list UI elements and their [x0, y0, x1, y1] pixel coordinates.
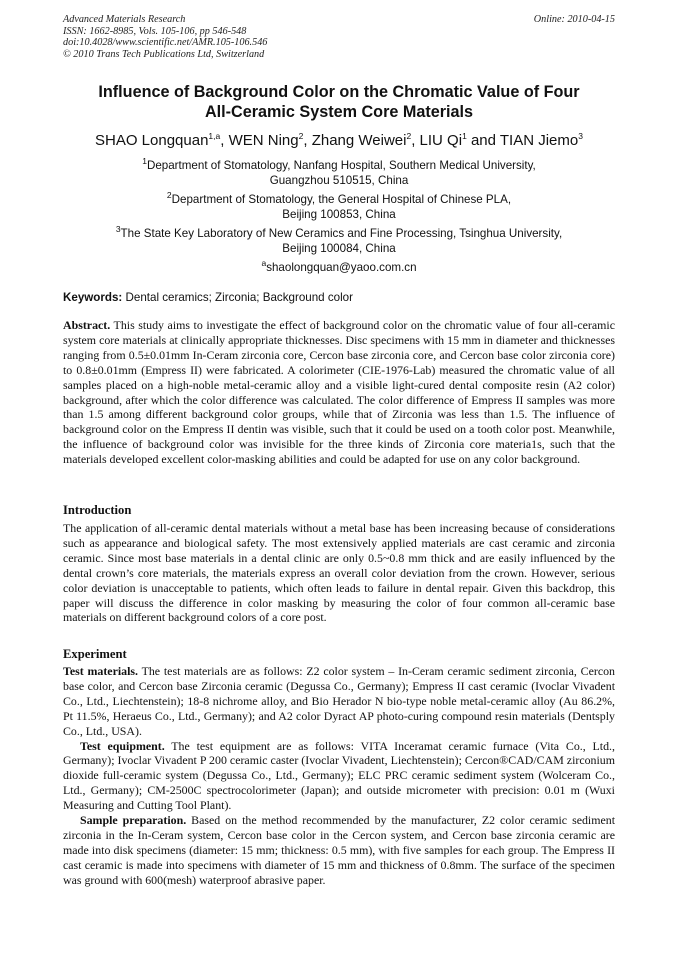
experiment-paragraph — [63, 739, 615, 814]
affiliation-2 — [63, 192, 615, 222]
affil-mark: 3 — [115, 224, 121, 235]
journal-name: Advanced Materials Research — [63, 14, 186, 25]
issn-line: ISSN: 1662-8985, Vols. 105-106, pp 546-548 — [63, 25, 247, 37]
section-heading-experiment: Experiment — [63, 647, 127, 661]
keywords-text: Dental ceramics; Zirconia; Background color — [122, 291, 353, 304]
section-heading-introduction: Introduction — [63, 503, 132, 517]
running-header — [63, 14, 615, 60]
email-mark: a — [261, 258, 267, 269]
author-name: WEN Ning — [228, 132, 299, 149]
introduction-text: The application of all-ceramic dental materials without a metal base has been increasing because of considerations such as appearance and biological safety. The most extensively applied materials are cast ceramic and zirconia ceramic. Since most base materials in a dental clinic are only 0.5~0.8 mm thick and are easily influenced by the dental crown’s core materials, the materials express an overall color deviation from the crown. However, serious color deviation is unacceptable to patients, which often leads to failure in dental repair. Given this backdrop, this paper will discuss the difference in color masking by measuring the color of four common all-ceramic base materials on different background colors of a core post. — [63, 521, 615, 625]
affil-line: Department of Stomatology, the General Hospital of Chinese PLA, — [171, 193, 512, 206]
author-affil-mark: 1 — [462, 131, 467, 141]
affil-line: The State Key Laboratory of New Ceramics and Fine Processing, Tsinghua University, — [120, 227, 563, 240]
keywords-label: Keywords: — [63, 291, 123, 304]
author-name: LIU Qi — [419, 132, 463, 149]
affiliation-3 — [63, 226, 615, 256]
affil-mark: 1 — [142, 156, 147, 167]
author-affil-mark: 1,a — [208, 131, 221, 141]
abstract-text: This study aims to investigate the effect of background color on the chromatic value of four all-ceramic system core materials at clinically appropriate thicknesses. Disc specimens with 15 mm in diameter and thicknesses ranging from 0.5±0.01mm In-Ceram zirconia core, Cercon base zirconia core, and Cercon base color zirconia core) to 0.8±0.01mm (Empress II) were fabricated. A colorimeter (CIE-1976-Lab) measured the chromatic value of all samples placed on a high-noble metal-ceramic alloy and a visible light-cured dental composite resin (A2 color) background, after which the color difference was calculated. The color difference of Empress II samples was more than 1.5 among different background color groups, while that of Zirconia was less than 1.5. The influence of background color on the Empress II dentin was visible, such that it could be used on a tooth color post. Meanwhile, the influence of background color was invisible for the three kinds of Zirconia core materia1s, such that the materials developed excellent color-masking abilities and could be adapted for use on any color background. — [63, 318, 615, 467]
experiment-body — [63, 664, 615, 888]
author-separator: , — [411, 132, 420, 149]
paragraph-text: Based on the method recommended by the manufacturer, Z2 color ceramic sediment zirconia in the In-Ceram system, Cercon base color in the Cercon system, and Cercon base zirconia ceramic are made into disk specimens (diameter: 15 mm; thickness: 0.5 mm), with five samples for each group. The Empress II cast ceramic is made into specimens with diameter of 15 mm and thickness of 0.8mm. The surface of the specimen was ground with 600(mesh) waterproof abrasive paper. — [63, 813, 615, 887]
author-affil-mark: 2 — [406, 131, 412, 141]
paragraph-text: The test equipment are as follows: VITA Inceramat ceramic furnace (Vita Co., Ltd., Germany); Ivoclar Vivadent P 200 ceramic caster (Ivoclar Vivadent, Liechtenstein); Cercon®CAD/CAM zirconium dioxide full-ceramic system (Degussa Co., Ltd., Germany); ELC PRC ceramic sediment system (Wolceram Co., Ltd., Germany); CM-2500C spectrocolorimeter (Japan); and outside micrometer with precision: 0.01 m (Wuxi Measuring and Cutting Tool Plant). — [63, 738, 615, 813]
online-date: Online: 2010-04-15 — [533, 14, 615, 25]
author-affil-mark: 3 — [578, 131, 583, 141]
author-separator: and — [466, 132, 500, 149]
paragraph-text: The test materials are as follows: Z2 color system – In-Ceram ceramic sediment zirconia, Cercon base color, and Cercon base Zirconia ceramic (Degussa Co., Germany); Empress II cast ceramic (Ivoclar Vivadent Co., Ltd., Liechtenstein); 18-8 nichrome alloy, and Bio Herador N bio-type noble metal-ceramic alloy (Au 86.2%, Pt 11.5%, Heraeus Co., Ltd., Germany); and A2 color Dyract AP photo-curing compound resin materials (Dentsply Co., Ltd., USA). — [63, 664, 615, 738]
abstract — [63, 318, 615, 467]
experiment-paragraph — [63, 813, 615, 888]
corresponding-email — [63, 260, 615, 275]
author-affil-mark: 2 — [298, 131, 304, 141]
author-name: SHAO Longquan — [95, 132, 209, 149]
paragraph-label: Sample preparation. — [80, 813, 187, 828]
affil-line: Beijing 100084, China — [282, 242, 396, 255]
affil-mark: 2 — [166, 190, 172, 201]
affil-line: Beijing 100853, China — [282, 208, 396, 221]
affil-line: Guangzhou 510515, China — [269, 174, 409, 187]
author-list — [63, 132, 615, 150]
author-separator: , — [303, 132, 312, 149]
introduction-body — [63, 521, 615, 625]
email-address: shaolongquan@yaoo.com.cn — [266, 261, 417, 274]
paragraph-label: Test materials. — [63, 664, 139, 678]
paragraph-label: Test equipment. — [80, 738, 165, 753]
abstract-label: Abstract. — [63, 318, 111, 332]
author-name: Zhang Weiwei — [311, 132, 407, 149]
title-line-2: All-Ceramic System Core Materials — [204, 103, 474, 121]
affil-line: Department of Stomatology, Nanfang Hospital, Southern Medical University, — [146, 159, 536, 172]
author-name: TIAN Jiemo — [499, 132, 579, 149]
author-separator: , — [220, 132, 229, 149]
doi-line: doi:10.4028/www.scientific.net/AMR.105-106.546 — [63, 37, 268, 49]
experiment-paragraph — [63, 664, 615, 739]
keywords — [63, 290, 615, 305]
paper-title — [63, 82, 615, 122]
affiliation-1 — [63, 158, 615, 188]
title-line-1: Influence of Background Color on the Chromatic Value of Four — [98, 83, 580, 101]
copyright-line: © 2010 Trans Tech Publications Ltd, Switzerland — [63, 48, 265, 60]
